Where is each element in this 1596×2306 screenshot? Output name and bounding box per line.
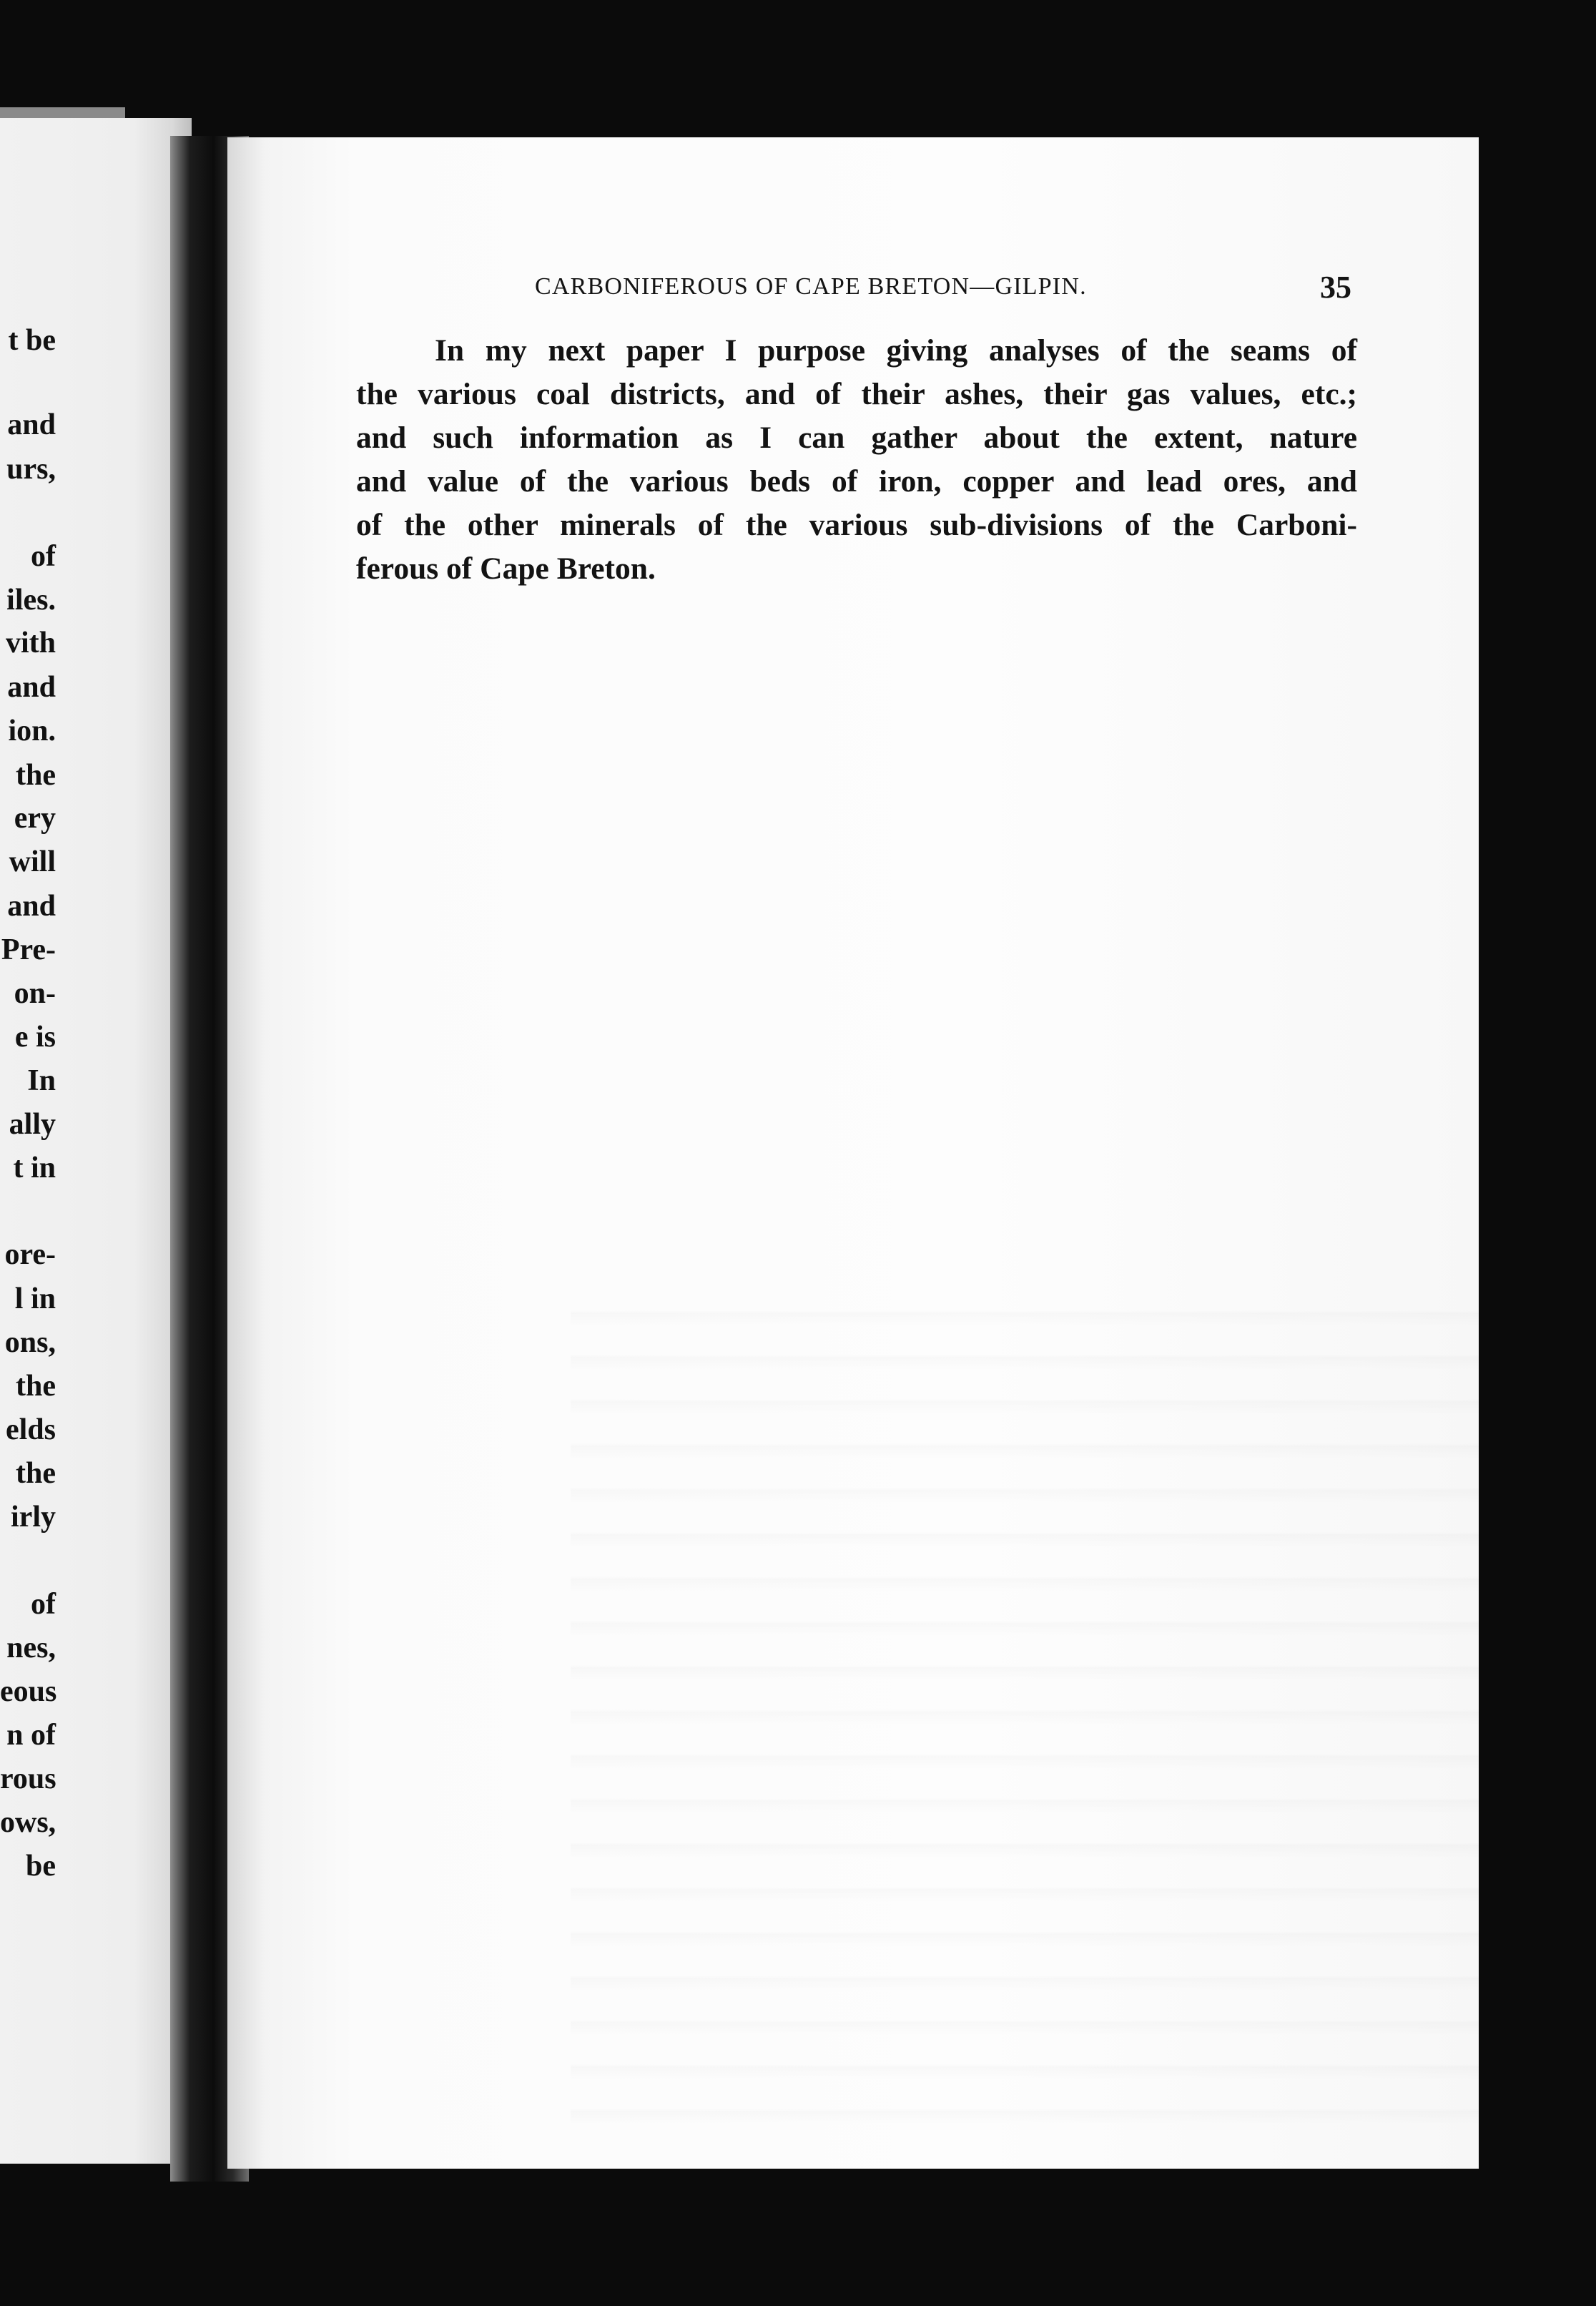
- paragraph-line: of the other minerals of the various sub-divisions of the Carboni-: [356, 508, 1357, 542]
- left-line-fragment: n of: [6, 1719, 56, 1752]
- left-line-fragment: ons,: [4, 1326, 56, 1359]
- paragraph-line: In my next paper I purpose giving analyses of the seams of: [435, 333, 1357, 368]
- left-line-fragment: nes,: [6, 1632, 56, 1664]
- left-line-fragment: will: [9, 845, 56, 878]
- left-line-fragment: In: [27, 1064, 56, 1097]
- left-line-fragment: irly: [11, 1501, 56, 1534]
- left-facing-page: [0, 118, 192, 2164]
- left-line-fragment: vith: [5, 627, 56, 659]
- paragraph-line: and such information as I can gather about the extent, nature: [356, 421, 1357, 455]
- paragraph-line: the various coal districts, and of their ashes, their gas values, etc.;: [356, 377, 1357, 411]
- bleed-through-texture: [571, 1282, 1586, 2140]
- left-line-fragment: ore-: [4, 1238, 56, 1271]
- left-line-fragment: the: [16, 1370, 56, 1403]
- left-line-fragment: and: [7, 890, 56, 923]
- left-line-fragment: t be: [8, 324, 56, 357]
- running-head: CARBONIFEROUS OF CAPE BRETON—GILPIN.: [535, 273, 1087, 300]
- left-line-fragment: Pre-: [1, 933, 56, 966]
- left-line-fragment: urs,: [6, 453, 56, 486]
- left-line-fragment: the: [16, 759, 56, 792]
- left-line-fragment: of: [31, 540, 56, 573]
- left-line-fragment: iles.: [6, 584, 56, 617]
- left-line-fragment: rous: [0, 1762, 56, 1795]
- paragraph-line: ferous of Cape Breton.: [356, 551, 656, 586]
- left-line-fragment: and: [7, 671, 56, 704]
- left-line-fragment: e is: [14, 1021, 56, 1054]
- left-line-fragment: ows,: [0, 1806, 56, 1839]
- paragraph-line: and value of the various beds of iron, copper and lead ores, and: [356, 464, 1357, 499]
- left-line-fragment: ion.: [8, 715, 56, 747]
- left-line-fragment: l in: [14, 1282, 56, 1315]
- left-line-fragment: the: [16, 1457, 56, 1490]
- left-line-fragment: on-: [14, 977, 56, 1010]
- left-line-fragment: ery: [14, 802, 56, 835]
- left-line-fragment: eous: [0, 1675, 57, 1708]
- left-line-fragment: elds: [5, 1413, 56, 1446]
- left-line-fragment: and: [7, 408, 56, 441]
- left-line-fragment: t in: [13, 1152, 56, 1184]
- left-line-fragment: be: [26, 1850, 56, 1883]
- left-page-text-fragments: [0, 118, 192, 2164]
- left-line-fragment: ally: [9, 1108, 56, 1141]
- page-number: 35: [1320, 270, 1351, 305]
- left-line-fragment: of: [31, 1588, 56, 1621]
